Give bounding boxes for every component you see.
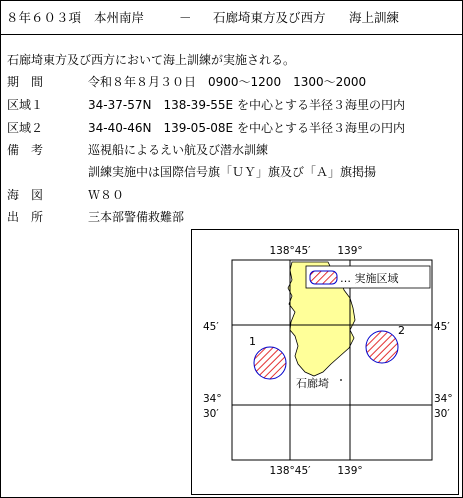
lat-34-right: 34° [434,393,453,405]
area2-label: 区域２ [7,121,44,135]
lat-30-left: 30′ [203,408,219,420]
source-value: 三本部警備救難部 [88,210,185,224]
notice-location: 石廊埼東方及び西方 [213,10,326,25]
source-label: 出 所 [7,210,44,224]
period-value: 令和８年８月３０日 0900～1200 1300～2000 [88,75,367,89]
lat-45-right: 45′ [434,321,450,333]
legend-text: … 実施区域 [340,272,399,285]
remarks-value: 巡視船によるえい航及び潜水訓練 [88,143,269,157]
period-label: 期 間 [7,75,44,89]
notice-header [1,1,462,35]
legend-swatch [310,271,337,284]
lon-label-right-top: 139° [337,245,363,257]
area2-value: 34-40-46N 139-05-08E を中心とする半径３海里の円内 [88,121,405,135]
lon-label-left-top: 138°45′ [269,245,311,257]
area-1-circle [254,347,286,379]
area-2-circle [366,331,398,363]
area1-value: 34-37-57N 138-39-55E を中心とする半径３海里の円内 [88,98,405,112]
header-dash: － [179,10,192,25]
area-map [191,229,459,495]
islet-dot [340,379,342,381]
chart-label: 海 図 [7,188,44,202]
lon-label-right-bottom: 139° [337,465,363,477]
lat-30-right: 30′ [434,408,450,420]
lat-34-left: 34° [203,393,222,405]
notice-subject: 海上訓練 [349,10,400,25]
notice-number: ８年６０３項 [6,10,82,25]
lat-45-left: 45′ [203,321,219,333]
notice-region: 本州南岸 [94,10,145,25]
lon-label-left-bottom: 138°45′ [269,465,311,477]
chart-value: Ｗ８０ [88,188,125,202]
remarks-value-2: 訓練実施中は国際信号旗「ＵＹ」旗及び「Ａ」旗掲揚 [88,165,377,179]
intro-text: 石廊埼東方及び西方において海上訓練が実施される。 [7,53,296,67]
area1-label: 区域１ [7,98,44,112]
remarks-label: 備 考 [7,143,44,157]
area-map-svg [192,230,458,494]
area-2-label: 2 [398,324,405,337]
place-label-irozaki: 石廊埼 [296,377,329,390]
area-1-label: 1 [249,335,256,348]
